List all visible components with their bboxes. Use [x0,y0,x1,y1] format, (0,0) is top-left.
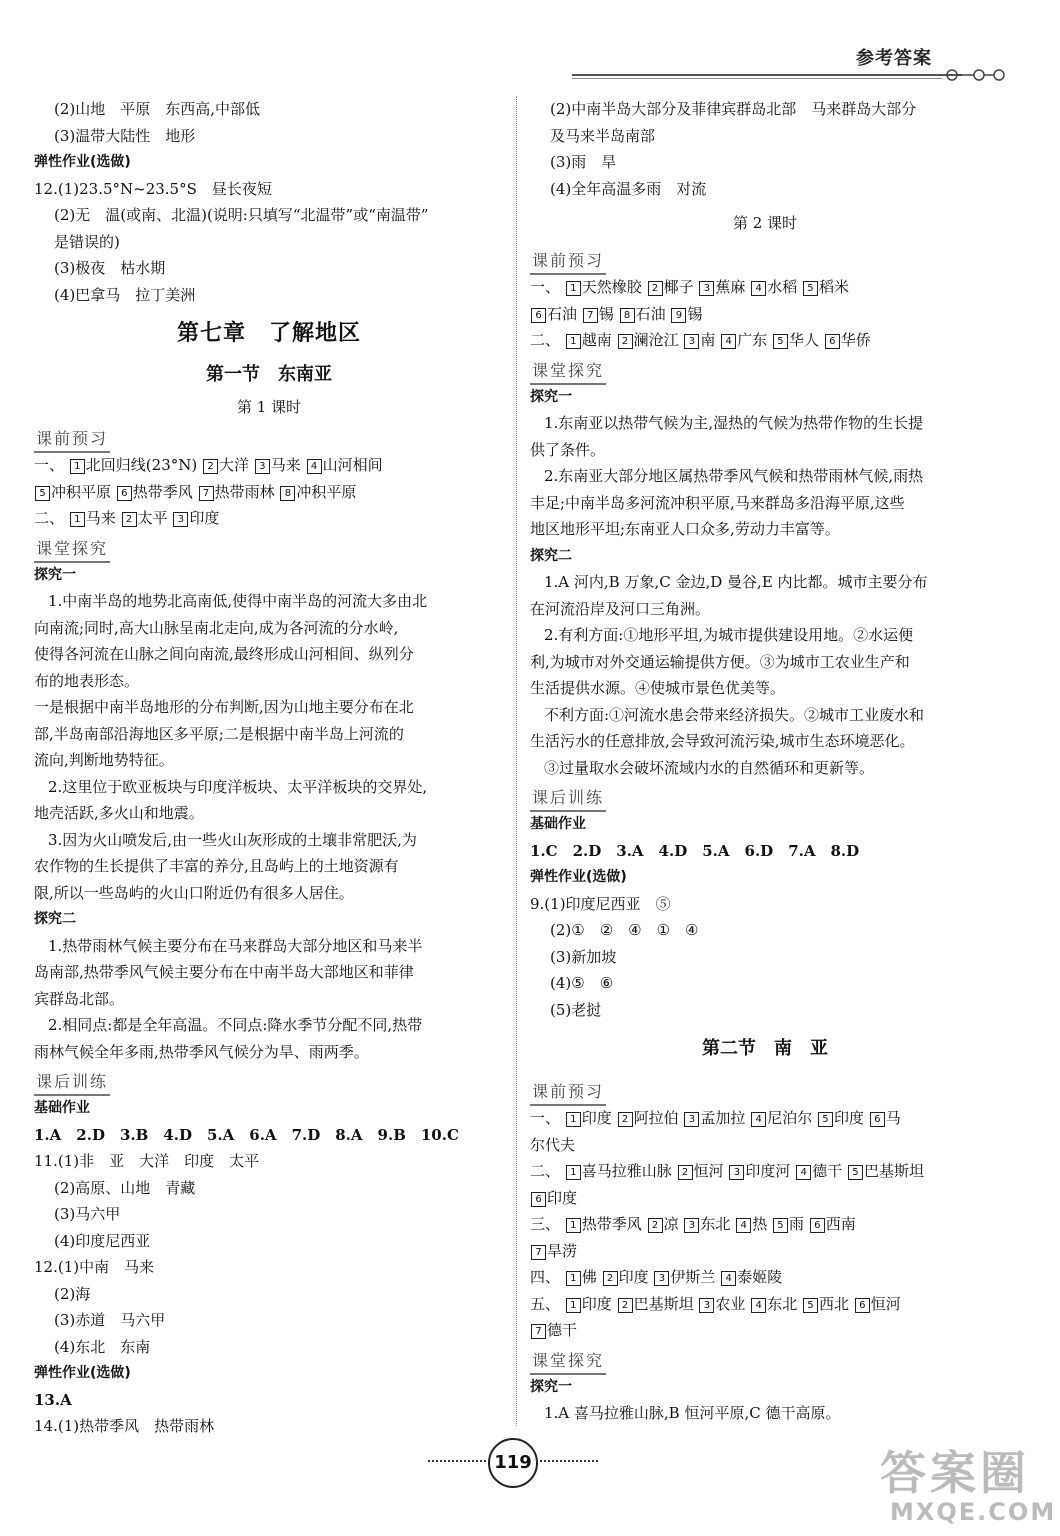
text-line: 2.相同点:都是全年高温。不同点:降水季节分配不同,热带 [48,1016,423,1034]
explore-tag: 课堂探究 [530,1350,606,1375]
answer-line: 12.(1)23.5°N~23.5°S 昼长夜短 [34,179,272,198]
text-line: ③过量取水会破坏流域内水的自然循环和更新等。 [544,758,875,777]
answer-line: 一、 1 北回归线(23°N) 2 大洋 3 马来 4 山河相间 [34,456,383,474]
section-title: 第二节 南 亚 [702,1038,828,1059]
answer-line: (2)① ② ④ ① ④ [550,921,699,939]
text-line: 雨林气候全年多雨,热带季风气候分为旱、雨两季。 [34,1042,369,1061]
answer-line: (4)巴拿马 拉丁美洲 [54,285,196,304]
answer-line: 是错误的) [54,232,120,251]
text-line: 宾群岛北部。 [34,989,125,1008]
header-rule-thin [572,78,942,79]
text-line: 利,为城市对外交通运输提供方便。③为城市工农业生产和 [530,652,910,671]
answer-line: 二、 1 马来 2 太平 3 印度 [34,509,220,527]
answer-line: 尔代夫 [530,1135,576,1154]
answer-line: (3)极夜 枯水期 [54,259,166,277]
page-number: 119 [488,1438,538,1488]
subheading: 探究一 [530,1378,572,1395]
answer-line: (4)印度尼西亚 [54,1231,151,1250]
subheading: 基础作业 [530,816,586,832]
answer-line: (2)中南半岛大部分及菲律宾群岛北部 马来群岛大部分 [550,100,917,118]
preview-tag: 课前预习 [530,250,606,275]
answer-line: 五、 1 印度 2 巴基斯坦 3 农业 4 东北 5 西北 6 恒河 [530,1294,901,1313]
answer-line: 1.C 2.D 3.A 4.D 5.A 6.D 7.A 8.D [530,841,860,860]
answer-line: (2)海 [54,1284,91,1303]
text-line: 生活污水的任意排放,会导致河流污染,城市生态环境恶化。 [530,732,915,750]
answer-line: 13.A [34,1390,72,1409]
preview-tag: 课前预习 [34,428,110,453]
text-line: 岛南部,热带季风气候主要分布在中南半岛大部地区和菲律 [34,963,414,981]
header-title: 参考答案 [856,48,932,69]
answer-line: (4)东北 东南 [54,1337,151,1356]
text-line: 1.A 喜马拉雅山脉,B 恒河平原,C 德干高原。 [544,1404,841,1422]
explore-tag: 课堂探究 [530,360,606,385]
answer-line: (3)马六甲 [54,1205,121,1223]
text-line: 流向,判断地势特征。 [34,751,174,769]
answer-line: 一、 1 印度 2 阿拉伯 3 孟加拉 4 尼泊尔 5 印度 6 马 [530,1109,901,1127]
text-line: 限,所以一些岛屿的火山口附近仍有很多人居住。 [34,883,354,902]
text-line: 1.中南半岛的地势北高南低,使得中南半岛的河流大多由北 [48,592,428,610]
header-rule [572,74,962,76]
answer-line: (4)⑤ ⑥ [550,974,614,992]
text-line: 使得各河流在山脉之间向南流,最终形成山河相间、纵列分 [34,645,414,663]
text-line: 地壳活跃,多火山和地震。 [34,804,204,822]
answer-line: 7 旱涝 [530,1238,1000,1265]
answer-line: (2)无 温(或南、北温)(说明:只填写“北温带”或“南温带” [54,206,429,224]
header-ornament-icon [942,68,1012,82]
page-number-leader [428,1460,486,1462]
text-line: 布的地表形态。 [34,671,140,690]
answer-line: (3)赤道 马六甲 [54,1311,166,1329]
subheading: 弹性作业(选做) [34,154,131,170]
text-line: 3.因为火山喷发后,由一些火山灰形成的土壤非常肥沃,为 [48,830,417,849]
text-line: 不利方面:①河流水患会带来经济损失。②城市工业废水和 [544,705,925,724]
subheading: 探究二 [530,547,572,564]
text-line: 农作物的生长提供了丰富的养分,且岛屿上的土地资源有 [34,857,399,875]
left-column [34,96,504,1440]
text-line: 1.A 河内,B 万象,C 金边,D 曼谷,E 内比都。城市主要分布 [544,573,928,591]
answer-line: (2)高原、山地 青藏 [54,1178,196,1197]
answer-line: (3)温带大陆性 地形 [54,126,196,145]
answer-line: 6 印度 [530,1185,1000,1212]
answer-line: 一、 1 天然橡胶 2 椰子 3 蕉麻 4 水稻 5 稻米 [530,278,849,296]
column-divider [516,96,518,1426]
answer-line: 6 石油 7 锡 8 石油 9 锡 [530,301,1000,328]
section-title: 第一节 东南亚 [206,364,332,385]
answer-line: (4)全年高温多雨 对流 [550,179,707,198]
right-column [530,96,1000,1427]
answer-line: (5)老挝 [550,1000,602,1019]
answer-line: 及马来半岛南部 [550,126,656,145]
answer-line: 9.(1)印度尼西亚 ⑤ [530,894,671,913]
answer-line: 二、 1 越南 2 澜沧江 3 南 4 广东 5 华人 6 华侨 [530,331,871,349]
watermark: 答案圈 MXQE.COM [880,1446,1057,1526]
text-line: 部,半岛南部沿海地区多平原;二是根据中南半岛上河流的 [34,724,404,743]
answer-line: (3)雨 旱 [550,153,617,171]
answer-line: 5 冲积平原 6 热带季风 7 热带雨林 8 冲积平原 [34,479,504,506]
text-line: 2.有利方面:①地形平坦,为城市提供建设用地。②水运便 [544,626,914,644]
answer-line: 7 德干 [530,1317,1000,1344]
answer-line: (3)新加坡 [550,947,617,966]
training-tag: 课后训练 [34,1071,110,1096]
text-line: 在河流沿岸及河口三角洲。 [530,599,711,618]
answer-line: 二、 1 喜马拉雅山脉 2 恒河 3 印度河 4 德干 5 巴基斯坦 [530,1162,924,1180]
chapter-title: 第七章 了解地区 [176,320,361,346]
text-line: 1.热带雨林气候主要分布在马来群岛大部分地区和马来半 [48,936,423,955]
answer-line: 12.(1)中南 马来 [34,1258,155,1276]
text-line: 地区地形平坦;东南亚人口众多,劳动力丰富等。 [530,520,840,538]
page-number-leader [536,1460,598,1462]
training-tag: 课后训练 [530,787,606,812]
subheading: 探究二 [34,911,76,927]
preview-tag: 课前预习 [530,1081,606,1106]
answer-line: (2)山地 平原 东西高,中部低 [54,100,261,118]
text-line: 2.东南亚大部分地区属热带季风气候和热带雨林气候,雨热 [544,467,924,485]
answer-line: 1.A 2.D 3.B 4.D 5.A 6.A 7.D 8.A 9.B 10.C [34,1125,459,1144]
subheading: 弹性作业(选做) [34,1365,131,1381]
text-line: 一是根据中南半岛地形的分布判断,因为山地主要分布在北 [34,698,414,716]
lesson-title: 第 1 课时 [236,398,302,416]
answer-line: 11.(1)非 亚 大洋 印度 太平 [34,1152,260,1170]
answer-line: 三、 1 热带季风 2 凉 3 东北 4 热 5 雨 6 西南 [530,1215,856,1233]
text-line: 生活提供水源。④使城市景色优美等。 [530,679,786,697]
explore-tag: 课堂探究 [34,538,110,563]
text-line: 丰足;中南半岛多河流冲积平原,马来群岛多沿海平原,这些 [530,493,905,512]
subheading: 基础作业 [34,1100,90,1116]
subheading: 探究一 [530,388,572,405]
subheading: 弹性作业(选做) [530,869,627,885]
subheading: 探究一 [34,566,76,583]
text-line: 供了条件。 [530,440,606,459]
text-line: 向南流;同时,高大山脉呈南北走向,成为各河流的分水岭, [34,618,399,637]
answer-line: 四、 1 佛 2 印度 3 伊斯兰 4 泰姬陵 [530,1268,783,1286]
lesson-title: 第 2 课时 [732,214,798,232]
text-line: 1.东南亚以热带气候为主,湿热的气候为热带作物的生长提 [544,414,924,432]
text-line: 2.这里位于欧亚板块与印度洋板块、太平洋板块的交界处, [48,777,428,796]
answer-line: 14.(1)热带季风 热带雨林 [34,1417,215,1435]
